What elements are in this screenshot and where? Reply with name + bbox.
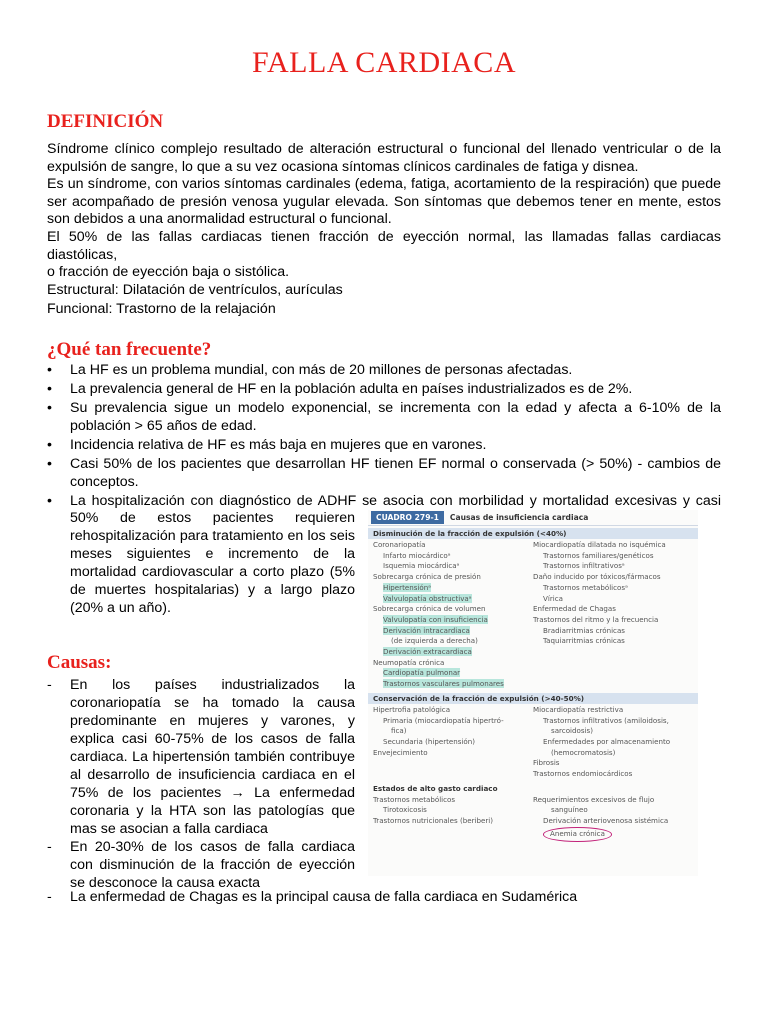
table-column-left: [373, 795, 533, 842]
table-header: [368, 510, 698, 526]
table-section-heading: Conservación de la fracción de expulsión (>40-50%): [368, 693, 698, 704]
table-cell: Derivación arteriovenosa sistémica: [543, 816, 669, 826]
document-title: FALLA CARDIACA: [252, 46, 516, 79]
highlighted-text: Hipertensiónᵃ: [383, 582, 432, 592]
definicion-heading: DEFINICIÓN: [47, 111, 164, 132]
circled-annotation: Anemia crónica: [543, 827, 612, 842]
definicion-line: expulsión de sangre, lo que a su vez ocasiona síntomas clínicos cardinales de fatiga y disnea.: [47, 158, 639, 175]
table-cell: Tirotoxicosis: [383, 805, 427, 815]
table-cell: Trastornos del ritmo y la frecuencia: [533, 614, 659, 624]
table-cell: Neumopatía crónica: [373, 657, 445, 667]
table-column-left: [373, 540, 533, 690]
table-cell: Coronariopatía: [373, 540, 426, 549]
table-cell: Trastornos endomiocárdicos: [533, 769, 633, 779]
table-cell: Taquiarritmias crónicas: [543, 636, 625, 646]
table-cell: Sobrecarga crónica de volumen: [373, 604, 486, 614]
list-item: • La prevalencia general de HF en la población adulta en países industrializados es de 2%.: [47, 380, 721, 398]
table-cell: Hipertrofia patológica: [373, 704, 451, 714]
highlighted-text: Trastornos vasculares pulmonares: [383, 679, 504, 689]
table-cell: sarcoidosis): [551, 726, 593, 736]
table-cell: Infarto miocárdicoᵃ: [383, 550, 451, 560]
table-cell: Trastornos familiares/genéticos: [543, 550, 654, 560]
causas-heading: Causas:: [47, 652, 112, 673]
estructural-text: Estructural: Dilatación de ventrículos, aurículas: [47, 282, 343, 298]
highlighted-text: Derivación intracardiaca: [383, 625, 470, 635]
causes-table-figure: [368, 510, 698, 876]
table-cell: Trastornos metabólicos: [373, 794, 456, 804]
table-cell: Trastornos metabólicosᵃ: [543, 582, 628, 592]
highlighted-text: Derivación extracardiaca: [383, 647, 472, 657]
table-cell: [373, 626, 533, 637]
table-cell: Miocardiopatía restrictiva: [533, 704, 624, 714]
definicion-line: Síndrome clínico complejo resultado de alteración estructural o funcional del llenado ventricular o de la: [47, 141, 721, 157]
list-item: • Casi 50% de los pacientes que desarrollan HF tienen EF normal o conservada (> 50%) - cambios de conceptos.: [47, 455, 721, 491]
list-item-continuation: 50% de estos pacientes requieren rehospitalización para tratamiento en los seis meses siguientes e incremento de la mortalidad cardiovascular a corto plazo (5% de muertes hospitalarias) y a largo plazo (20% a un año).: [70, 510, 355, 616]
frecuencia-last-bullet-continuation: [47, 509, 355, 617]
table-cell: [533, 827, 693, 842]
list-item: • Incidencia relativa de HF es más baja en mujeres que en varones.: [47, 436, 721, 454]
frecuencia-list: [47, 361, 721, 511]
table-cell: Envejecimiento: [373, 747, 428, 757]
table-section-heading: Disminución de la fracción de expulsión (<40%): [368, 528, 698, 539]
table-cell: Primaria (miocardiopatía hipertró-: [383, 715, 504, 725]
highlighted-text: Cardiopatía pulmonar: [383, 668, 461, 678]
definicion-line: El 50% de las fallas cardiacas tienen fracción de eyección normal, las llamadas fallas cardiacas diastólicas,: [47, 228, 721, 263]
table-cell: fica): [391, 726, 407, 736]
table-cell: Secundaria (hipertensión): [383, 736, 476, 746]
table-cell: Sobrecarga crónica de presión: [373, 572, 481, 582]
table-cell: [373, 647, 533, 658]
table-cell: [373, 583, 533, 594]
list-item: - En 20-30% de los casos de falla cardiaca con disminución de la fracción de eyección se desconoce la causa exacta: [47, 838, 355, 892]
list-item: • La HF es un problema mundial, con más de 20 millones de personas afectadas.: [47, 361, 721, 379]
table-section-body: [368, 704, 698, 781]
table-cell: Daño inducido por tóxicos/fármacos: [533, 572, 661, 582]
definicion-line: ser acompañado de presión venosa yugular elevada. Son síntomas que debemos tener en mente, estos: [47, 193, 721, 210]
table-cell: Enfermedad de Chagas: [533, 604, 616, 614]
definicion-line: Es un síndrome, con varios síntomas cardinales (edema, fatiga, acortamiento de la respiración) que puede: [47, 176, 721, 193]
table-cell: [373, 679, 533, 690]
table-column-right: [533, 795, 693, 842]
frecuencia-heading: ¿Qué tan frecuente?: [47, 339, 212, 360]
definicion-line: o fracción de eyección baja o sistólica.: [47, 264, 290, 281]
table-cell: Fibrosis: [533, 758, 560, 768]
table-cell: (hemocromatosis): [551, 747, 616, 757]
table-cell: Trastornos infiltrativosᵃ: [543, 561, 625, 571]
list-item: - En los países industrializados la coronariopatía se ha tomado la causa predominante en mujeres y varones, y explica casi 60-75% de los casos de falla cardiaca. La hipertensión también contribuye al desarrollo de insuficiencia cardiaca en el 75% de los pacientes → La enfermedad coronaria y la HTA son las patologías que mas se asocian a falla cardiaca: [47, 676, 355, 838]
table-cell: sanguíneo: [551, 805, 588, 815]
definicion-line: son debidos a una anormalidad estructural o funcional.: [47, 211, 392, 228]
table-column-right: [533, 540, 693, 690]
table-cell: Isquemia miocárdicaᵃ: [383, 561, 460, 571]
definicion-paragraph: [47, 141, 721, 282]
table-column-left: [373, 705, 533, 780]
table-cell: Requerimientos excesivos de flujo: [533, 794, 655, 804]
table-cell: Vírica: [543, 593, 563, 603]
table-cell: Miocardiopatía dilatada no isquémica: [533, 540, 666, 549]
table-section-body: [368, 539, 698, 691]
table-tag: CUADRO 279-1: [371, 511, 444, 524]
table-cell: Trastornos infiltrativos (amiloidosis,: [543, 715, 669, 725]
highlighted-text: Valvulopatía con insuficiencia: [383, 614, 488, 624]
table-cell: Bradiarritmias crónicas: [543, 625, 626, 635]
highlighted-text: Valvulopatía obstructivaᵃ: [383, 593, 472, 603]
funcional-text: Funcional: Trastorno de la relajación: [47, 301, 276, 317]
table-cell: [373, 594, 533, 605]
table-section-body: [368, 794, 698, 843]
table-cell: Trastornos nutricionales (beriberi): [373, 816, 493, 826]
causas-list-full: [47, 888, 721, 906]
table-cell: Enfermedades por almacenamiento: [543, 736, 671, 746]
table-cell: (de izquierda a derecha): [391, 636, 478, 646]
table-section-heading: Estados de alto gasto cardiaco: [373, 783, 498, 793]
table-column-right: [533, 705, 693, 780]
causas-list: [47, 676, 355, 892]
list-item: • La hospitalización con diagnóstico de ADHF se asocia con morbilidad y mortalidad excesivas y casi: [47, 492, 721, 510]
table-cell: [373, 615, 533, 626]
table-title: Causas de insuficiencia cardiaca: [449, 513, 589, 522]
list-item: • Su prevalencia sigue un modelo exponencial, se incrementa con la edad y afecta a 6-10% de la población > 65 años de edad.: [47, 399, 721, 435]
list-item: - La enfermedad de Chagas es la principal causa de falla cardiaca en Sudamérica: [47, 888, 721, 906]
table-cell: [373, 668, 533, 679]
